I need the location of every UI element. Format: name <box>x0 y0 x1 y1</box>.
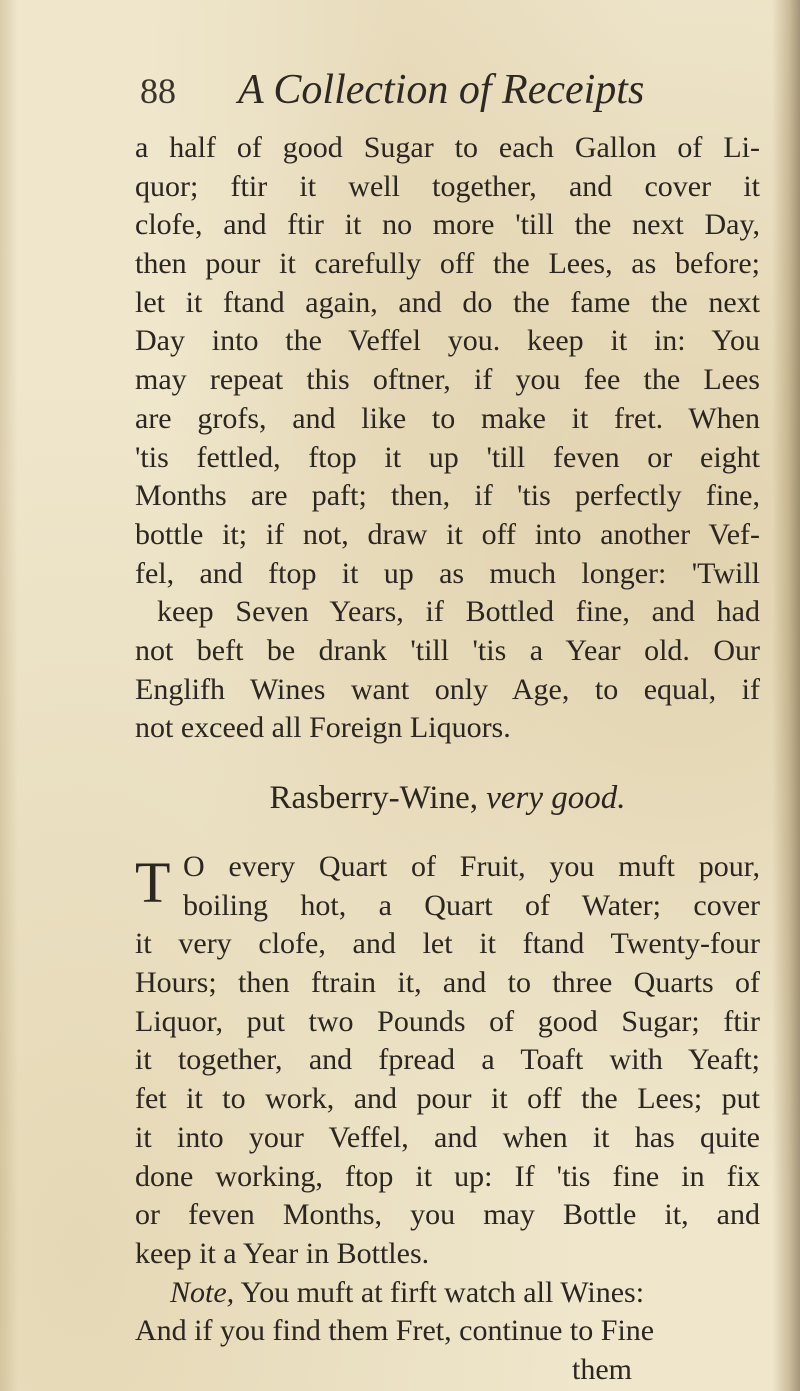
text-line: 'tis fettled, ftop it up 'till feven or eight <box>135 440 760 474</box>
text-line: it together, and fpread a Toaft with Yeaft; <box>135 1043 760 1077</box>
text-line: keep it a Year in Bottles. <box>135 1236 430 1270</box>
text-line: not exceed all Foreign Liquors. <box>135 711 511 745</box>
text-line: bottle it; if not, draw it off into another Vef- <box>135 517 760 551</box>
recipe-paragraph <box>135 848 760 1274</box>
text-line: Months are paft; then, if 'tis perfectly fine, <box>135 479 760 513</box>
text-line: keep Seven Years, if Bottled fine, and had <box>157 595 760 629</box>
text-line: O every Quart of Fruit, you muft pour, <box>183 850 760 883</box>
drop-cap: T <box>135 850 171 915</box>
text-line: quor; ftir it well together, and cover it <box>135 169 760 203</box>
text-block <box>135 129 760 1390</box>
text-line: are grofs, and like to make it fret. When <box>135 401 760 435</box>
paragraph-continued <box>135 129 760 748</box>
note-paragraph <box>135 1274 760 1390</box>
page-shadow-left <box>0 0 18 1391</box>
text-line: done working, ftop it up: If 'tis fine in fix <box>135 1159 760 1193</box>
dropcap-block <box>135 848 760 925</box>
text-line: fet it to work, and pour it off the Lees; put <box>135 1082 760 1116</box>
note-text: You muft at firft watch all Wines: <box>240 1275 645 1309</box>
text-line: Liquor, put two Pounds of good Sugar; ftir <box>135 1004 760 1038</box>
note-label: Note, <box>170 1275 235 1309</box>
note-line <box>135 1274 760 1313</box>
text-line: a half of good Sugar to each Gallon of Li- <box>135 131 760 164</box>
text-line: then pour it carefully off the Lees, as before; <box>135 247 760 281</box>
text-line: it into your Veffel, and when it has quite <box>135 1120 760 1154</box>
running-head: A Collection of Receipts <box>238 67 645 113</box>
text-line: it very clofe, and let it ftand Twenty-four <box>135 927 760 961</box>
text-line: boiling hot, a Quart of Water; cover <box>183 888 760 922</box>
recipe-heading <box>135 748 760 848</box>
recipe-title: Rasberry-Wine, <box>269 780 478 816</box>
text-line: may repeat this oftner, if you fee the Lees <box>135 363 760 397</box>
text-line: or feven Months, you may Bottle it, and <box>135 1198 760 1232</box>
catchword: them <box>572 1352 632 1386</box>
text-line: fel, and ftop it up as much longer: 'Twill <box>135 556 760 590</box>
text-line: Englifh Wines want only Age, to equal, if <box>135 672 760 706</box>
page-number: 88 <box>140 71 176 111</box>
text-line: not beft be drank 'till 'tis a Year old. Our <box>135 633 760 667</box>
text-line: Day into the Veffel you. keep it in: You <box>135 324 760 358</box>
text-line: clofe, and ftir it no more 'till the next Day, <box>135 208 760 242</box>
text-line: Hours; then ftrain it, and to three Quarts of <box>135 966 760 1000</box>
text-line: let it ftand again, and do the fame the next <box>135 285 760 319</box>
page-header <box>140 66 700 126</box>
recipe-qualifier: very good. <box>486 780 626 816</box>
page-binding-shadow <box>772 0 800 1391</box>
note-line: And if you find them Fret, continue to Fine <box>135 1314 655 1348</box>
